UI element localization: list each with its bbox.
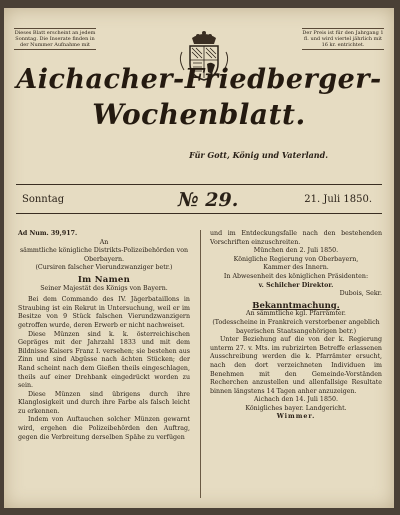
paragraph: Bei dem Commando des IV. Jägerbataillons in Straubing ist ein Rekrut in Untersuchung, weil er im Besitze von 9 Stück falschen Vierundzwanzigern getroffen wurde, deren Erwerb er nicht nachweiset. xyxy=(18,296,190,329)
signer-line: v. Schilcher Direktor. xyxy=(258,281,334,289)
addressee-heading: sämmtliche königliche Distrikts-Polizeibehörden von Oberbayern. xyxy=(19,247,189,263)
left-column xyxy=(18,230,190,442)
majesty-line: Seiner Majestät des Königs von Bayern. xyxy=(40,284,168,292)
masthead-motto: Für Gott, König und Vaterland. xyxy=(189,150,328,160)
newspaper-page xyxy=(4,8,394,508)
issue-dateline xyxy=(18,189,380,211)
issue-date: 21. Juli 1850. xyxy=(304,194,372,205)
bekanntmachung-heading: Bekanntmachung. xyxy=(252,300,340,311)
price-notice-right: Der Preis ist für den Jahrgang 1 fl. und wird viertel jährlich mit 16 kr. entrichtet. xyxy=(302,30,384,48)
right-column xyxy=(210,230,382,422)
issue-number: № 29. xyxy=(178,189,239,211)
office-line: Königliches bayer. Landgericht. xyxy=(245,404,347,412)
paragraph: Indem von Auftauchen solcher Münzen gewarnt wird, ergehen die Polizeibehörden den Auftrag, gegen die Verbreitung derselben Spähe zu verfügen xyxy=(18,416,190,441)
masthead-title-line2: Wochenblatt. xyxy=(92,98,306,131)
reference-number: Ad Num. 39,917. xyxy=(18,230,78,237)
chamber-line: Kammer des Innern. xyxy=(263,264,329,272)
president-line: In Abwesenheit des königlichen Präsidenten: xyxy=(223,272,369,280)
bottom-rule xyxy=(16,213,382,214)
subject-line: (Todesscheine in Frankreich verstorbener angeblich bayerischen Staatsangehörigen betr.) xyxy=(212,318,380,335)
column-divider xyxy=(200,230,201,498)
im-namen-heading: Im Namen xyxy=(77,274,131,285)
paragraph: Diese Münzen sind übrigens durch ihre Klanglosigkeit und durch ihre Farbe als falsch leicht zu erkennen. xyxy=(18,390,190,415)
masthead-title-line1: Aichacher-Friedberger- xyxy=(16,64,382,95)
issue-day: Sonntag xyxy=(22,194,65,205)
top-rule xyxy=(16,184,382,185)
authority-line: Königliche Regierung von Oberbayern, xyxy=(233,255,359,263)
secretary-line: Dubois, Sekr. xyxy=(339,290,382,298)
paragraph: Unter Beziehung auf die von der k. Regierung unterm 27. v. Mts. im rubrizirten Betreffe erlassenen Ausschreibung werden die k. Pfarrämter ersucht, nach den dort verzeichneten Individuen im Benehmen mit den Gemeinde-Vorständen Recherchen anzustellen und allenfallsige Resultate binnen längstens 14 Tagen anher anzuzeigen. xyxy=(210,336,382,395)
place-date-line: Aichach den 14. Juli 1850. xyxy=(254,396,338,404)
subject-line: (Cursiren falscher Vierundzwanziger betr.) xyxy=(35,264,173,272)
official-signature: Wimmer. xyxy=(276,413,316,421)
paragraph: Diese Münzen sind k. k. österreichischen Gepräges mit der Jahrzahl 1833 und mit dem Bildnisse Kaisers Franz I. versehen; sie bestehen aus Zinn und sind Abgüsse nach ächten Stücken; der Rand scheint nach dem Gießen theils eingeschlagen, theils auf einer Drehbank eingedrückt worden zu sein. xyxy=(18,330,190,390)
address-an: An xyxy=(99,238,109,246)
paragraph-continuation: und im Entdeckungsfalle nach den bestehenden Vorschriften einzuschreiten. xyxy=(210,230,382,246)
subscription-notice-left: Dieses Blatt erscheint an jedem Sonntag. Die Inserate finden in der Nummer Aufnahme mit xyxy=(14,30,96,48)
date-line: München den 2. Juli 1850. xyxy=(253,247,339,255)
addressee-line: An sämmtliche kgl. Pfarrämter. xyxy=(246,310,346,318)
